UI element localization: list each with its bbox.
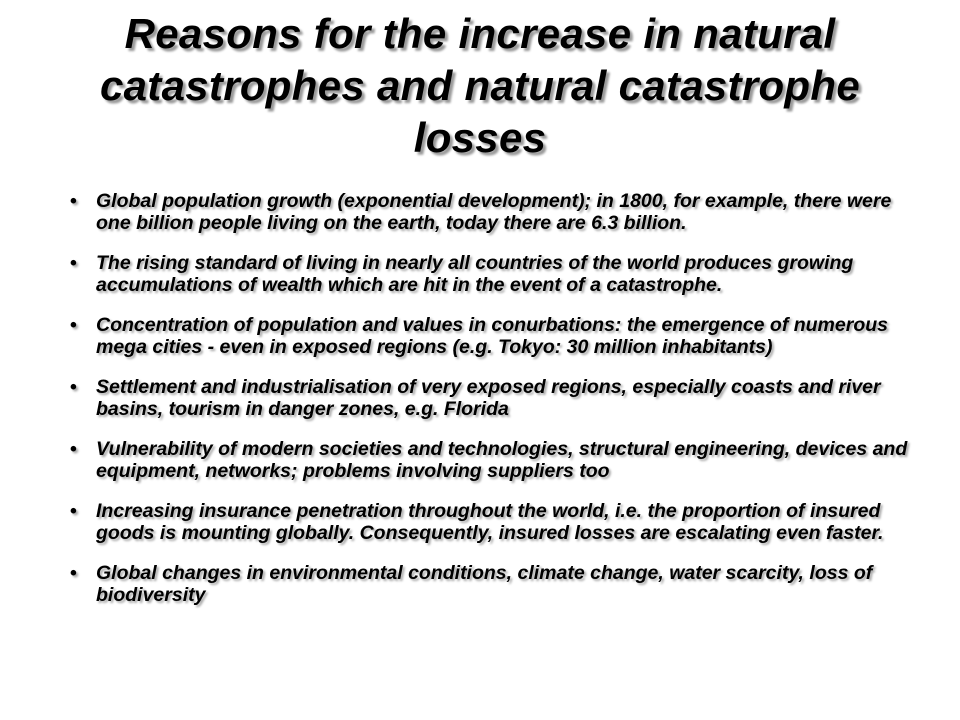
bullet-item-2 — [64, 252, 914, 296]
bullet-icon: • — [70, 438, 77, 460]
bullet-text: The rising standard of living in nearly all countries of the world produces growing accumulations of wealth which are hit in the event of a catastrophe. — [96, 252, 854, 296]
bullet-list — [64, 190, 914, 624]
bullet-text: Vulnerability of modern societies and technologies, structural engineering, devices and equipment, networks; problems involving suppliers too — [96, 438, 908, 482]
bullet-item-6 — [64, 500, 914, 544]
bullet-item-4 — [64, 376, 914, 420]
bullet-text: Increasing insurance penetration throughout the world, i.e. the proportion of insured goods is mounting globally. Consequently, insured losses are escalating even faster. — [96, 500, 884, 544]
bullet-icon: • — [70, 376, 77, 398]
bullet-item-7 — [64, 562, 914, 606]
bullet-icon: • — [70, 190, 77, 212]
bullet-text: Global changes in environmental conditions, climate change, water scarcity, loss of biodiversity — [96, 562, 873, 606]
bullet-icon: • — [70, 500, 77, 522]
bullet-icon: • — [70, 562, 77, 584]
bullet-icon: • — [70, 314, 77, 336]
bullet-text: Global population growth (exponential development); in 1800, for example, there were one billion people living on the earth, today there are 6.3 billion. — [96, 190, 892, 234]
bullet-icon: • — [70, 252, 77, 274]
bullet-text: Settlement and industrialisation of very exposed regions, especially coasts and river basins, tourism in danger zones, e.g. Florida — [96, 376, 881, 420]
bullet-text: Concentration of population and values in conurbations: the emergence of numerous mega cities - even in exposed regions (e.g. Tokyo: 30 million inhabitants) — [96, 314, 888, 358]
bullet-item-3 — [64, 314, 914, 358]
bullet-item-5 — [64, 438, 914, 482]
slide-title: Reasons for the increase in natural catastrophes and natural catastrophe losses — [99, 10, 860, 161]
bullet-item-1 — [64, 190, 914, 234]
